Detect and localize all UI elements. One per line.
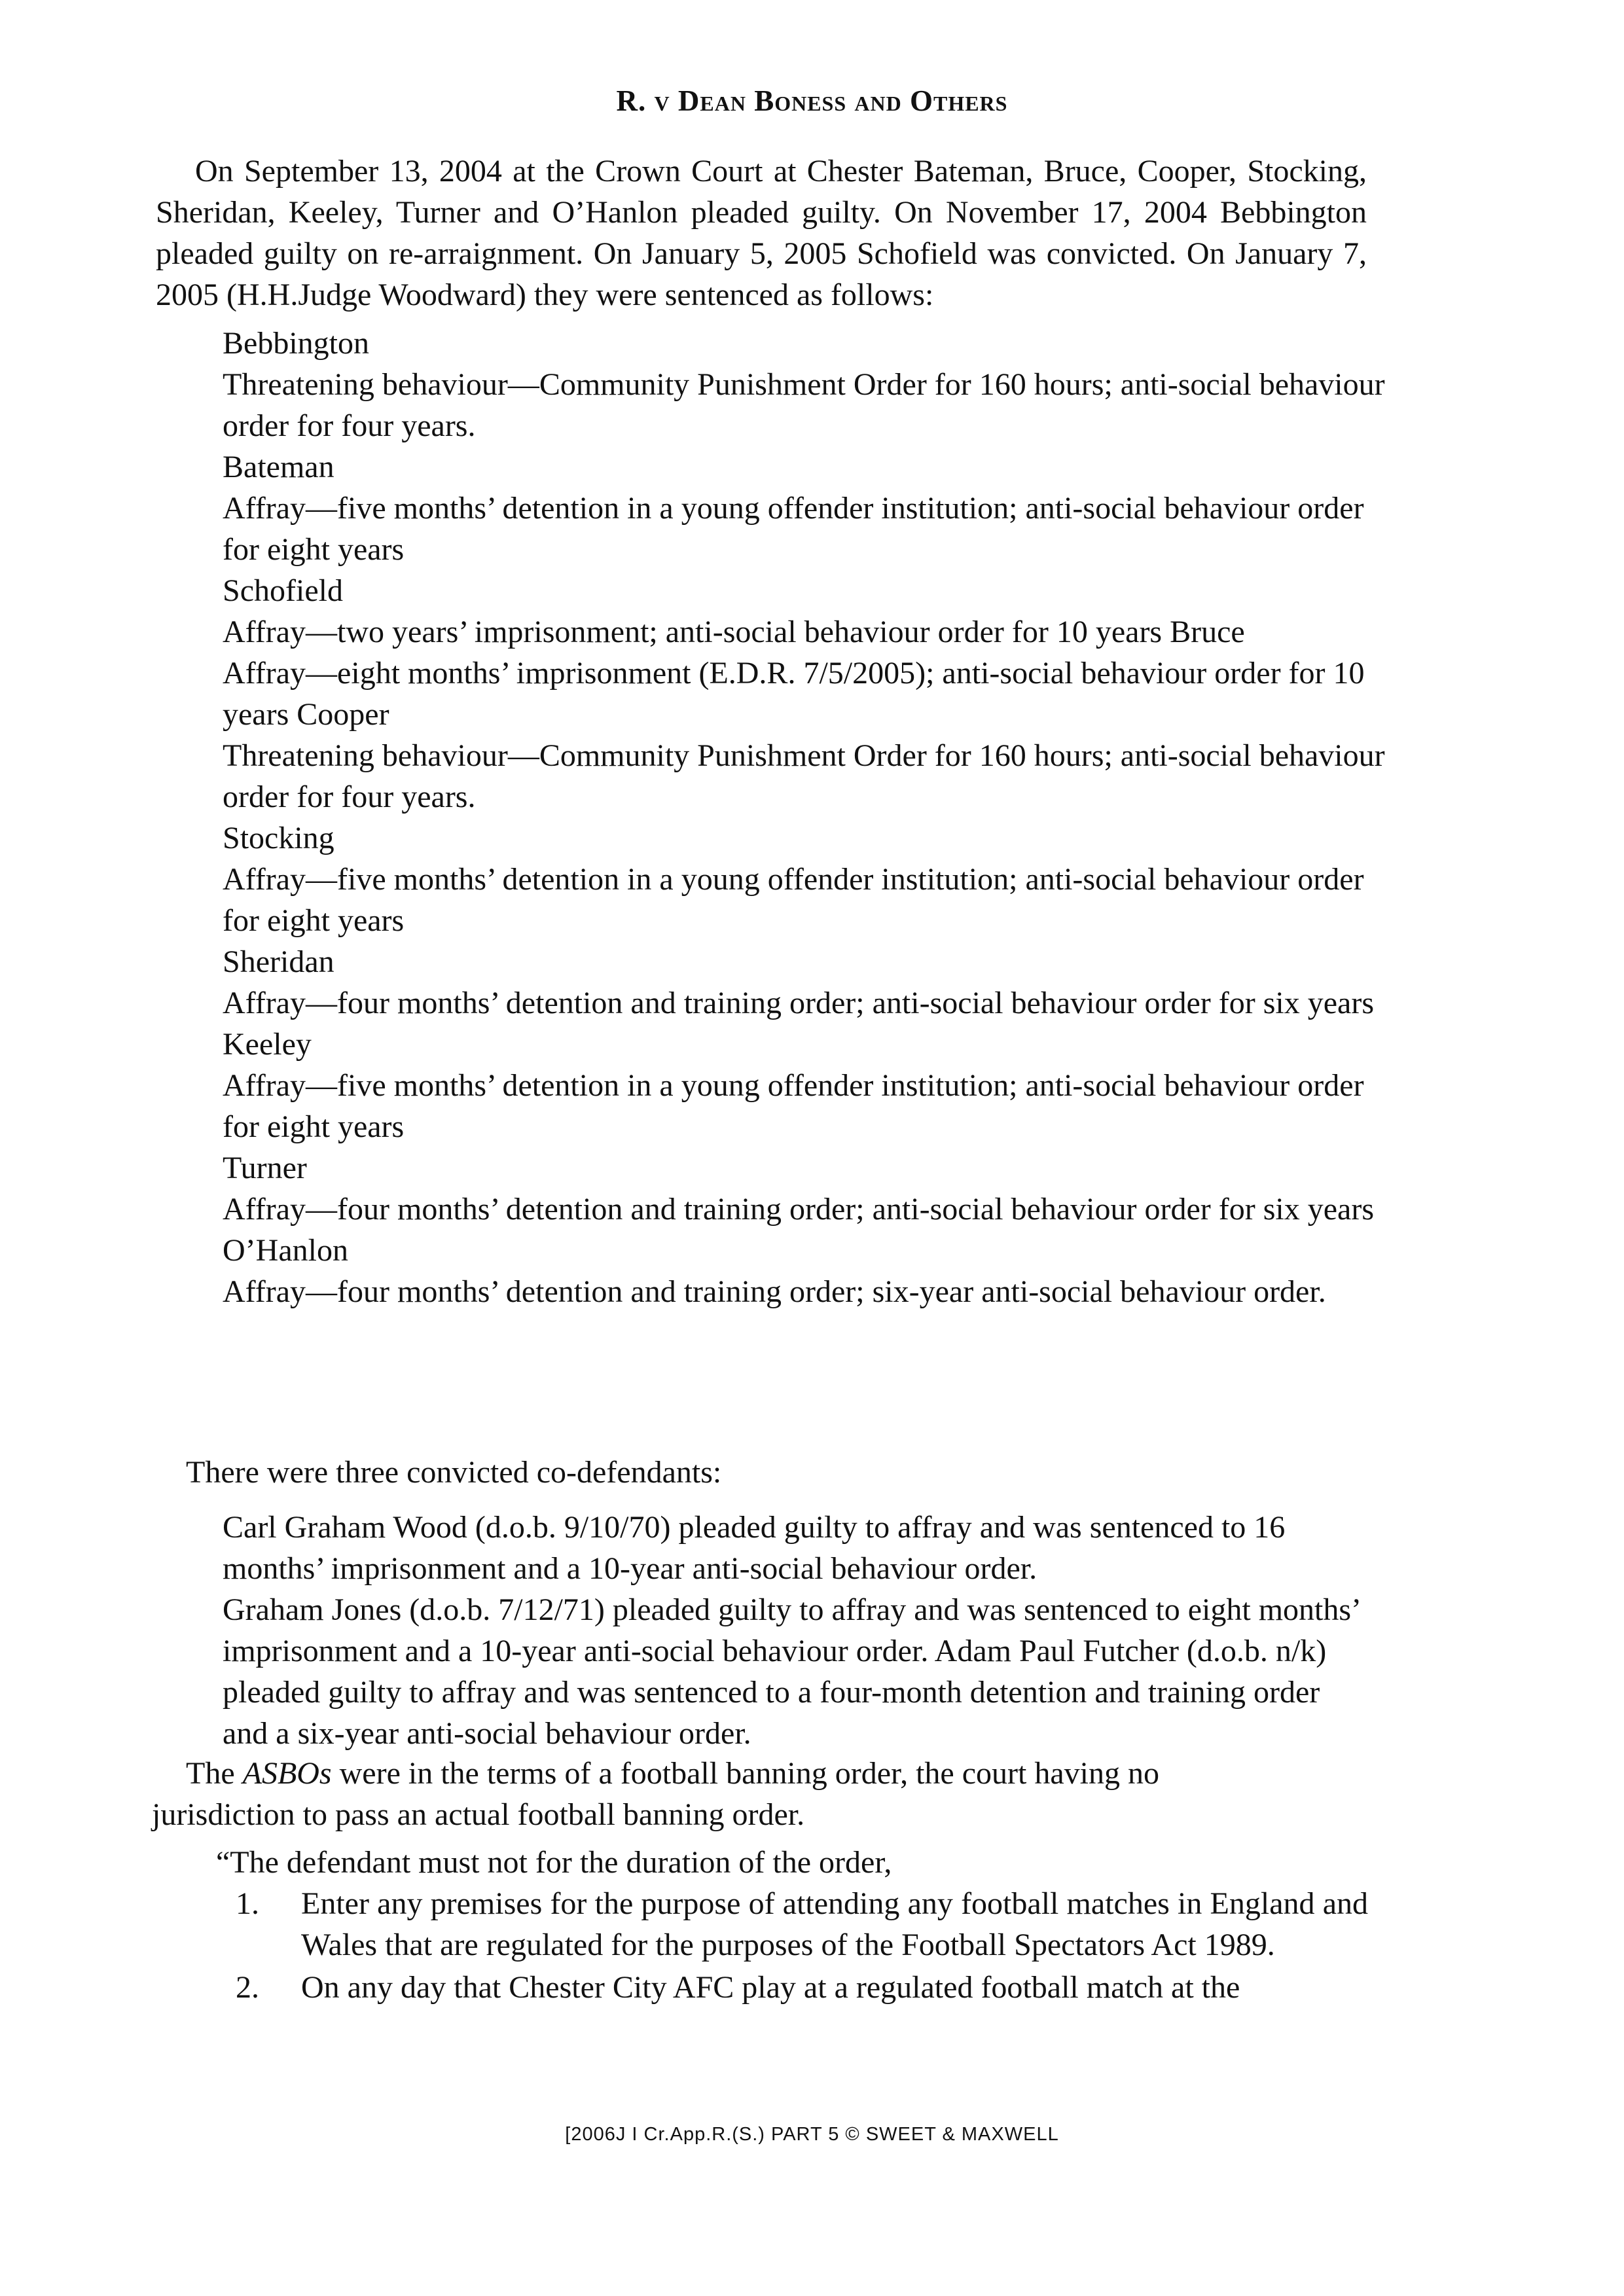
sentence-entry: [223, 323, 1388, 446]
sentence-entry: [223, 1230, 1388, 1312]
codefendant-list: [223, 1507, 1368, 1754]
defendant-name: Sheridan: [223, 944, 334, 979]
sentence-entry: [223, 1147, 1388, 1230]
condition-text: Enter any premises for the purpose of attending any football matches in England and Wales that are regulated for the purposes of the Football Spectators Act 1989.: [301, 1886, 1368, 1962]
defendant-name: Bateman: [223, 450, 334, 484]
sentence-entry: [223, 941, 1388, 1024]
defendant-name: Stocking: [223, 821, 334, 855]
codefendant-entry: Graham Jones (d.o.b. 7/12/71) pleaded guilty to affray and was sentenced to eight months’ imprisonment and a 10-year anti-social behaviour order. Adam Paul Futcher (d.o.b. n/k) pleaded guilty to affray and was sentenced to a four-month detention and training order and a six-year anti-social behaviour order.: [223, 1592, 1360, 1751]
defendant-name: O’Hanlon: [223, 1233, 348, 1268]
condition-text: On any day that Chester City AFC play at a regulated football match at the: [301, 1970, 1240, 2005]
defendant-name: Schofield: [223, 573, 343, 608]
condition-number: 1.: [236, 1886, 259, 1921]
sentence-detail: Affray—four months’ detention and training order; six-year anti-social behaviour order.: [223, 1274, 1326, 1309]
sentence-detail: Affray—two years’ imprisonment; anti-social behaviour order for 10 years Bruce: [223, 615, 1245, 649]
conditions-list: [236, 1883, 1368, 2009]
asbo-text-after: were in the terms of a football banning order, the court having no jurisdiction to pass an actual football banning order.: [152, 1756, 1159, 1832]
asbo-paragraph: [152, 1753, 1265, 1835]
sentence-detail: Threatening behaviour—Community Punishment Order for 160 hours; anti-social behaviour order for four years.: [223, 367, 1385, 443]
page-footer: [2006J I Cr.App.R.(S.) PART 5 © SWEET & MAXWELL: [565, 2124, 1059, 2145]
sentence-list: [223, 323, 1388, 1312]
condition-item: [236, 1883, 1368, 1965]
sentence-detail: Affray—four months’ detention and training order; anti-social behaviour order for six years: [223, 1192, 1375, 1227]
sentence-entry: [223, 446, 1388, 570]
sentence-detail: Affray—four months’ detention and training order; anti-social behaviour order for six years: [223, 986, 1375, 1020]
sentence-detail: Threatening behaviour—Community Punishment Order for 160 hours; anti-social behaviour order for four years.: [223, 738, 1385, 814]
running-head: R. v Dean Boness and Others: [616, 84, 1008, 117]
asbo-italic-term: ASBOs: [242, 1756, 332, 1791]
sentence-detail: Affray—five months’ detention in a young offender institution; anti-social behaviour order for eight years: [223, 862, 1364, 938]
sentence-detail: Affray—five months’ detention in a young offender institution; anti-social behaviour order for eight years: [223, 1068, 1364, 1144]
codefendant-entry: Carl Graham Wood (d.o.b. 9/10/70) pleaded guilty to affray and was sentenced to 16 months’ imprisonment and a 10-year anti-social behaviour order.: [223, 1510, 1286, 1586]
condition-number: 2.: [236, 1970, 259, 2005]
quote-intro: “The defendant must not for the duration of the order,: [216, 1845, 892, 1880]
sentence-entry: [223, 1024, 1388, 1147]
sentence-entry: [223, 570, 1388, 653]
sentence-entry: [223, 817, 1388, 941]
sentence-detail: Affray—eight months’ imprisonment (E.D.R. 7/5/2005); anti-social behaviour order for 10 years Cooper: [223, 656, 1365, 732]
sentence-entry: [223, 735, 1388, 817]
sentence-entry: [223, 653, 1388, 735]
defendant-name: Bebbington: [223, 326, 369, 361]
sentence-detail: Affray—five months’ detention in a young offender institution; anti-social behaviour order for eight years: [223, 491, 1364, 567]
defendant-name: Keeley: [223, 1027, 312, 1062]
codefendants-intro: There were three convicted co-defendants:: [186, 1455, 722, 1490]
intro-paragraph: On September 13, 2004 at the Crown Court at Chester Bateman, Bruce, Cooper, Stocking, Sheridan, Keeley, Turner and O’Hanlon pleaded guilty. On November 17, 2004 Bebbington pleaded guilty on re-arraignment. On January 5, 2005 Schofield was convicted. On January 7, 2005 (H.H.Judge Woodward) they were sentenced as follows:: [156, 154, 1367, 312]
asbo-text-before: The: [186, 1756, 243, 1791]
condition-item: [236, 1967, 1368, 2008]
defendant-name: Turner: [223, 1151, 307, 1185]
